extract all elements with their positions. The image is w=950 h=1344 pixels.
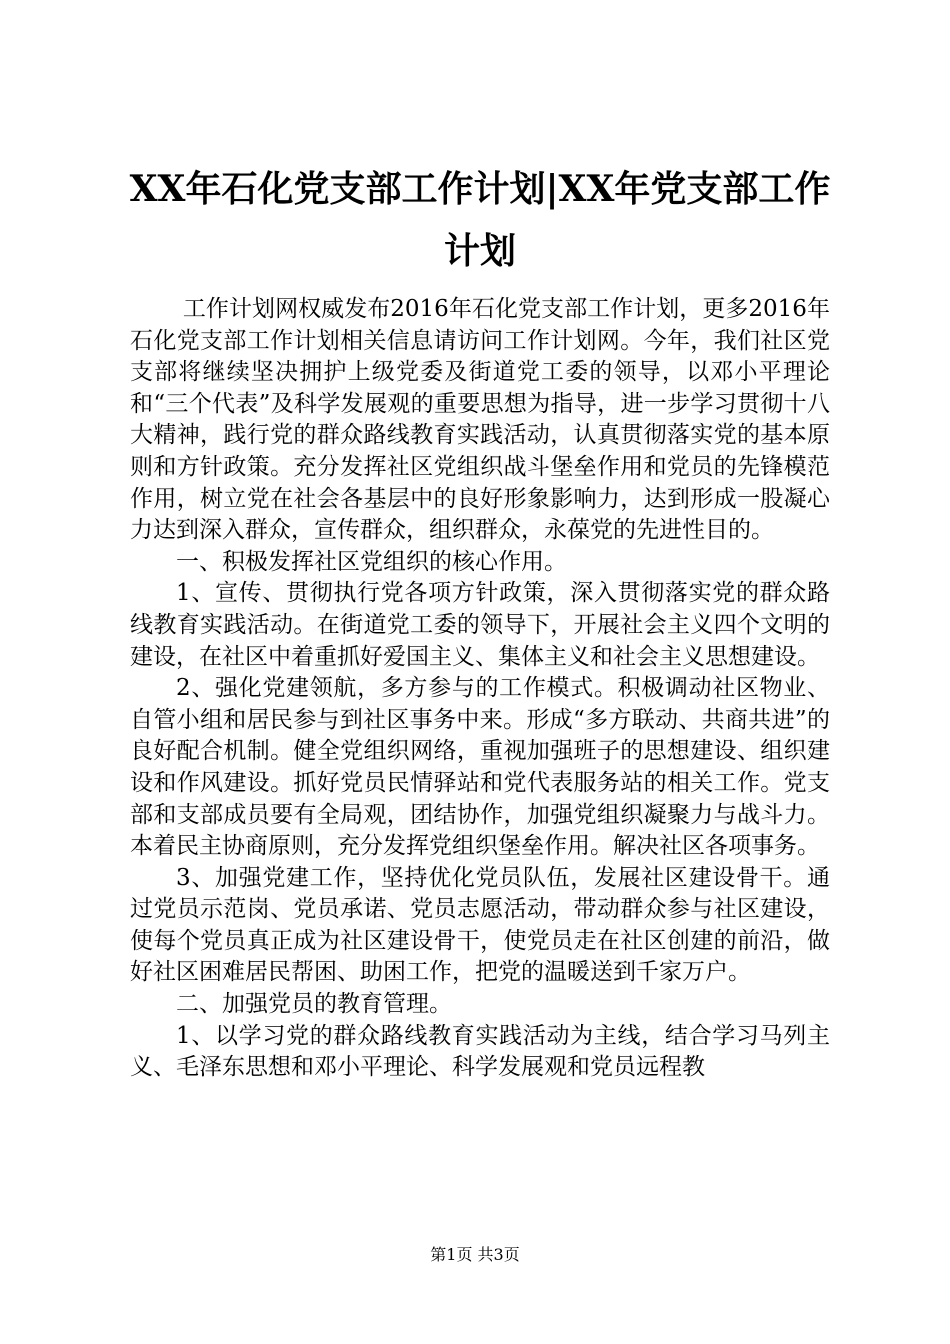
section-heading-2: 二、加强党员的教育管理。 — [176, 991, 452, 1018]
section-heading-1: 一、积极发挥社区党组织的核心作用。 — [176, 548, 567, 575]
intro-paragraph: 工作计划网权威发布2016年石化党支部工作计划，更多2016年石化党支部工作计划相关信息请访问工作计划网。今年，我们社区党支部将继续坚决拥护上级党委及街道党工委的领导，以邓小平理论和“三个代表”及科学发展观的重要思想为指导，进一步学习贯彻十八大精神，践行党的群众路线教育实践活动，认真贯彻落实党的基本原则和方针政策。充分发挥社区党组织战斗堡垒作用和党员的先锋模范作用，树立党在社会各基层中的良好形象影响力，达到形成一股凝心力达到深入群众，宣传群众，组织群众，永葆党的先进性目的。 — [130, 296, 830, 544]
section-2-item-1: 1、以学习党的群众路线教育实践活动为主线，结合学习马列主义、毛泽东思想和邓小平理论、科学发展观和党员远程教 — [130, 1022, 830, 1081]
document-title: XX年石化党支部工作计划|XX年党支部工作计划 — [129, 168, 831, 272]
page-footer: 第1页 共3页 — [430, 1245, 520, 1264]
document-body — [130, 294, 830, 1084]
section-1-item-2: 2、强化党建领航，多方参与的工作模式。积极调动社区物业、自管小组和居民参与到社区事务中来。形成“多方联动、共商共进”的良好配合机制。健全党组织网络，重视加强班子的思想建设、组织建设和作风建设。抓好党员民情驿站和党代表服务站的相关工作。党支部和支部成员要有全局观，团结协作，加强党组织凝聚力与战斗力。本着民主协商原则，充分发挥党组织堡垒作用。解决社区各项事务。 — [130, 675, 830, 860]
section-1-item-1: 1、宣传、贯彻执行党各项方针政策，深入贯彻落实党的群众路线教育实践活动。在街道党工委的领导下，开展社会主义四个文明的建设，在社区中着重抓好爱国主义、集体主义和社会主义思想建设。 — [130, 580, 830, 670]
section-1-item-3: 3、加强党建工作，坚持优化党员队伍，发展社区建设骨干。通过党员示范岗、党员承诺、党员志愿活动，带动群众参与社区建设，使每个党员真正成为社区建设骨干，使党员走在社区创建的前沿，做好社区困难居民帮困、助困工作，把党的温暖送到千家万户。 — [130, 864, 830, 986]
